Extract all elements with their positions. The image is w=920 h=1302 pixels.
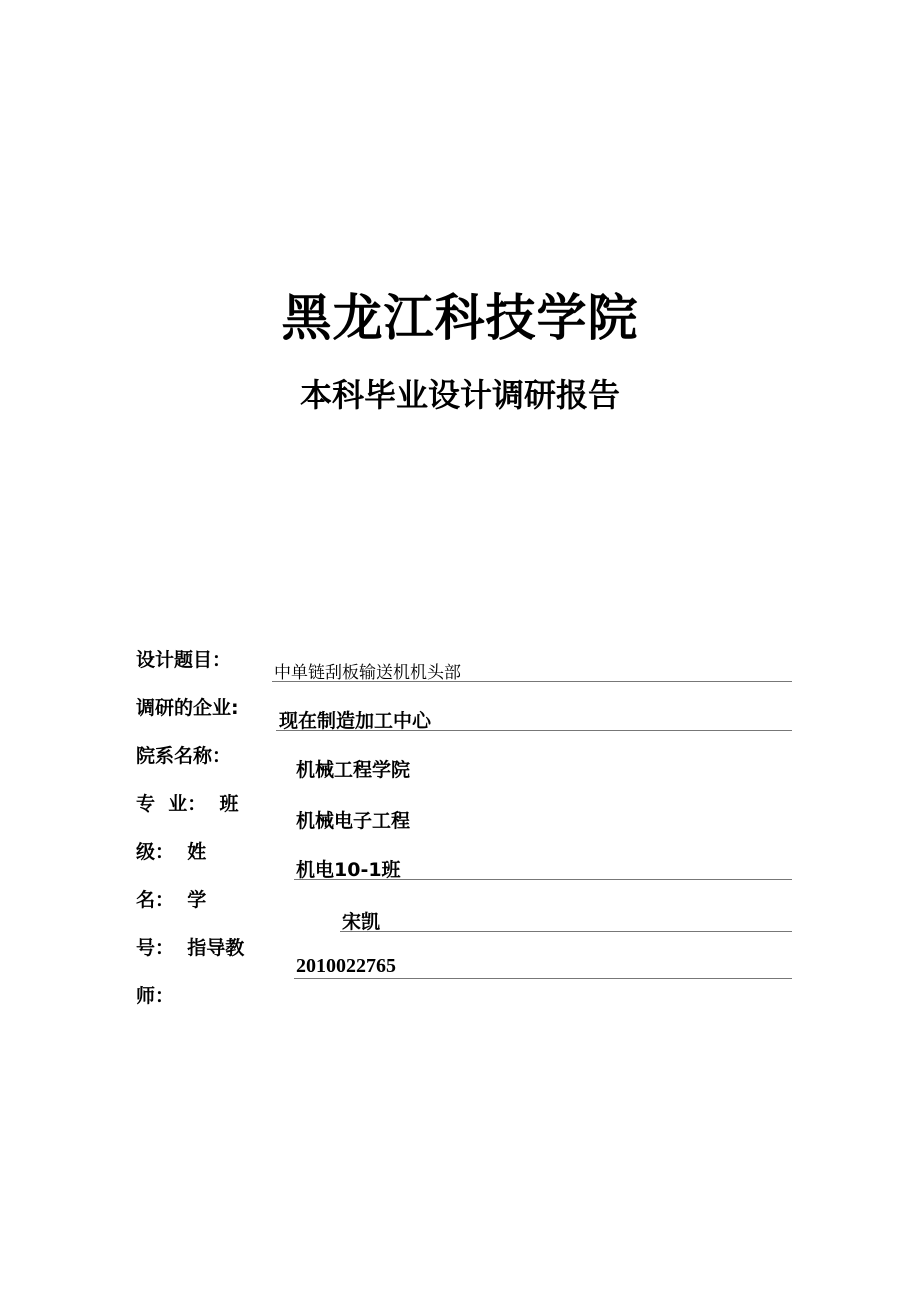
label-topic: 设计题目： (136, 649, 232, 671)
label-name-id: 名： 学 (136, 889, 207, 911)
label-grade-name: 级： 姓 (136, 841, 207, 863)
rule-class (294, 879, 792, 880)
label-department: 院系名称： (136, 745, 232, 767)
value-department: 机械工程学院 (296, 759, 411, 781)
value-company: 现在制造加工中心 (279, 710, 432, 732)
label-company: 调研的企业: (136, 697, 239, 719)
rule-student-id (294, 978, 792, 979)
label-teacher: 师： (136, 985, 175, 1007)
value-class: 机电10-1班 (296, 859, 401, 881)
value-major: 机械电子工程 (296, 810, 411, 832)
label-major-class: 专 业： 班 (136, 793, 239, 815)
label-id-advisor: 号： 指导教 (136, 937, 245, 959)
value-topic: 中单链刮板输送机机头部 (274, 663, 461, 683)
rule-name (340, 931, 792, 932)
document-title: 黑龙江科技学院 (281, 289, 639, 347)
document-subtitle: 本科毕业设计调研报告 (299, 376, 620, 414)
value-name: 宋凯 (342, 911, 381, 933)
rule-topic (272, 681, 792, 682)
value-student-id: 2010022765 (296, 955, 396, 977)
rule-company (276, 730, 792, 731)
